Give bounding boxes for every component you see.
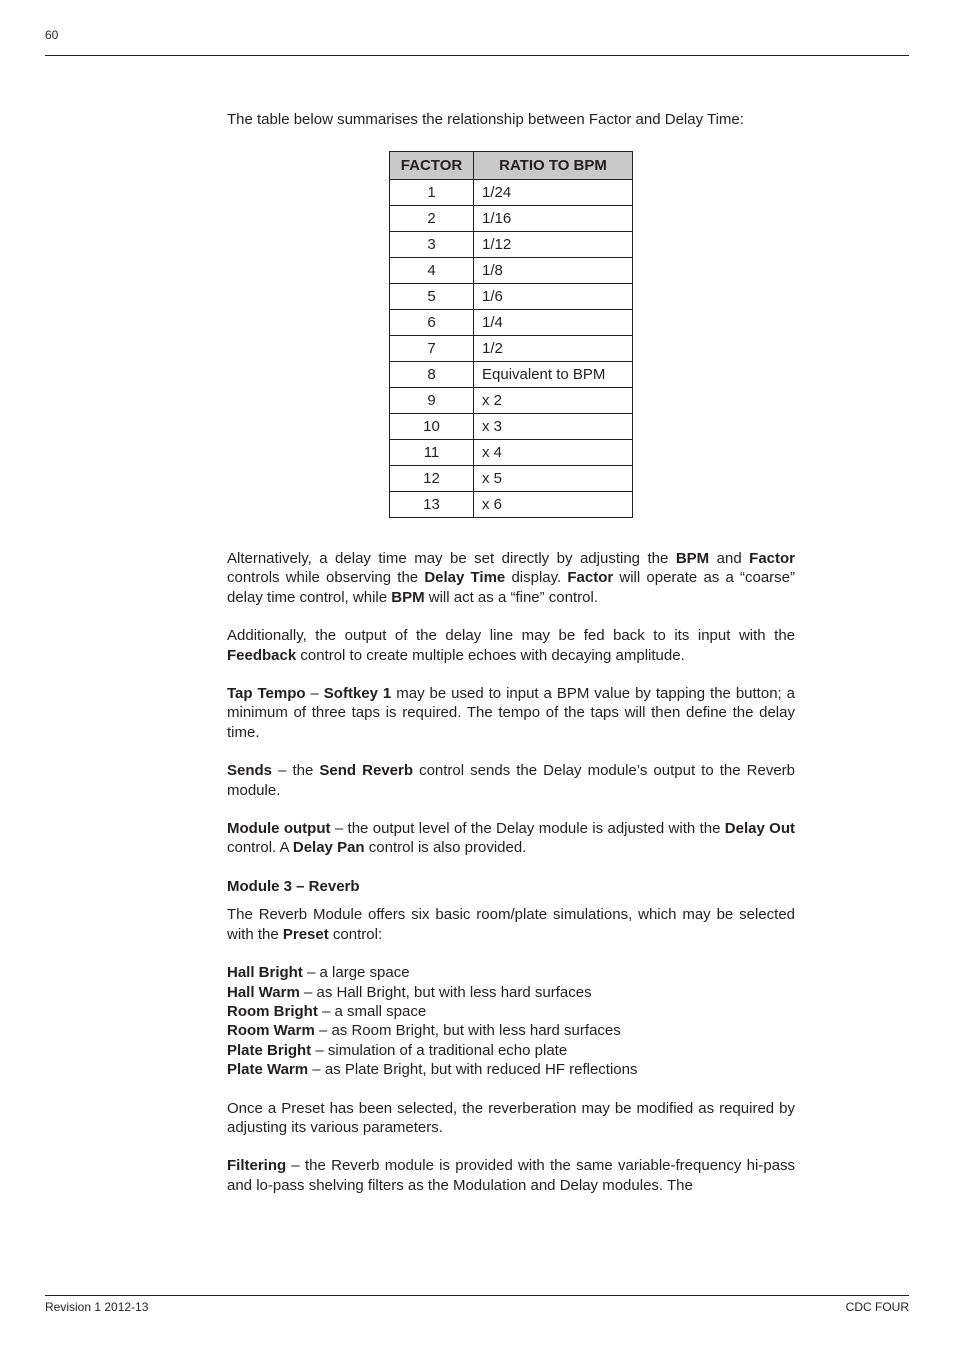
preset-description: – as Hall Bright, but with less hard surfaces	[299, 983, 592, 1001]
factor-cell: 3	[390, 232, 474, 258]
paragraph-module-output: Module output – the output level of the Delay module is adjusted with the Delay Out control. A Delay Pan control is also provided.	[227, 820, 795, 857]
factor-cell: 13	[390, 492, 474, 518]
factor-cell: 5	[390, 284, 474, 310]
paragraph-delay-time: Alternatively, a delay time may be set directly by adjusting the BPM and Factor controls while observing the Delay Time display. Factor will operate as a “coarse” delay time control, while BPM will act as a “fine” control.	[227, 550, 796, 606]
ratio-cell: 1/4	[474, 310, 633, 336]
factor-cell: 7	[390, 336, 474, 362]
body-text	[227, 549, 795, 1195]
preset-item	[227, 963, 795, 982]
paragraph-reverb-intro: The Reverb Module offers six basic room/plate simulations, which may be selected with the Preset control:	[227, 906, 795, 943]
preset-description: – as Room Bright, but with less hard surfaces	[314, 1022, 621, 1040]
table-row	[390, 336, 633, 362]
header-rule	[45, 55, 909, 56]
ratio-cell: 1/2	[474, 336, 633, 362]
footer-product: CDC FOUR	[845, 1300, 909, 1314]
intro-text	[227, 110, 795, 129]
preset-item	[227, 983, 795, 1002]
preset-description: – a small space	[317, 1002, 427, 1020]
table-row	[390, 440, 633, 466]
ratio-cell: 1/6	[474, 284, 633, 310]
page-number: 60	[45, 28, 59, 42]
preset-item	[227, 1060, 795, 1079]
table-row	[390, 232, 633, 258]
factor-cell: 12	[390, 466, 474, 492]
preset-list	[227, 963, 795, 1079]
paragraph-sends: Sends – the Send Reverb control sends the Delay module’s output to the Reverb module.	[227, 762, 796, 799]
preset-item	[227, 1002, 795, 1021]
preset-name: Room Warm	[227, 1022, 315, 1040]
ratio-cell: 1/12	[474, 232, 633, 258]
factor-cell: 11	[390, 440, 474, 466]
table-header-row	[390, 152, 633, 180]
ratio-cell: 1/24	[474, 180, 633, 206]
paragraph-feedback: Additionally, the output of the delay line may be fed back to its input with the Feedback control to create multiple echoes with decaying amplitude.	[227, 627, 795, 664]
preset-name: Hall Bright	[227, 964, 303, 982]
footer-rule	[45, 1295, 909, 1296]
intro-paragraph: The table below summarises the relationship between Factor and Delay Time:	[227, 111, 744, 128]
factor-cell: 2	[390, 206, 474, 232]
factor-cell: 4	[390, 258, 474, 284]
factor-cell: 1	[390, 180, 474, 206]
table-row	[390, 310, 633, 336]
factor-cell: 9	[390, 388, 474, 414]
factor-cell: 8	[390, 362, 474, 388]
ratio-cell: x 3	[474, 414, 633, 440]
table-row	[390, 414, 633, 440]
ratio-cell: x 5	[474, 466, 633, 492]
preset-description: – simulation of a traditional echo plate	[311, 1041, 568, 1059]
table-row	[390, 388, 633, 414]
paragraph-preset-modify: Once a Preset has been selected, the reverberation may be modified as required by adjusting its various parameters.	[227, 1099, 795, 1136]
ratio-cell: x 2	[474, 388, 633, 414]
section-heading: Module 3 – Reverb	[227, 877, 360, 895]
table-body	[390, 180, 633, 518]
table-row	[390, 206, 633, 232]
factor-cell: 6	[390, 310, 474, 336]
table-row	[390, 284, 633, 310]
paragraph-tap-tempo: Tap Tempo – Softkey 1 may be used to input a BPM value by tapping the button; a minimum of three taps is required. The tempo of the taps will then define the delay time.	[227, 685, 795, 741]
table-row	[390, 180, 633, 206]
preset-description: – as Plate Bright, but with reduced HF reflections	[308, 1061, 638, 1079]
ratio-cell: 1/8	[474, 258, 633, 284]
ratio-cell: x 4	[474, 440, 633, 466]
table-row	[390, 258, 633, 284]
header-ratio: RATIO TO BPM	[474, 152, 633, 180]
ratio-cell: Equivalent to BPM	[474, 362, 633, 388]
preset-name: Plate Warm	[227, 1061, 309, 1079]
ratio-cell: x 6	[474, 492, 633, 518]
ratio-cell: 1/16	[474, 206, 633, 232]
preset-item	[227, 1041, 795, 1060]
preset-name: Hall Warm	[227, 983, 300, 1001]
factor-ratio-table	[389, 151, 633, 518]
paragraph-filtering: Filtering – the Reverb module is provided with the same variable-frequency hi-pass and lo-pass shelving filters as the Modulation and Delay modules. The	[227, 1157, 795, 1194]
table-row	[390, 492, 633, 518]
preset-name: Room Bright	[227, 1002, 318, 1020]
preset-description: – a large space	[302, 964, 410, 982]
footer-revision: Revision 1 2012-13	[45, 1300, 149, 1314]
table-row	[390, 362, 633, 388]
factor-cell: 10	[390, 414, 474, 440]
preset-item	[227, 1021, 795, 1040]
preset-name: Plate Bright	[227, 1041, 312, 1059]
table-row	[390, 466, 633, 492]
header-factor: FACTOR	[390, 152, 474, 180]
